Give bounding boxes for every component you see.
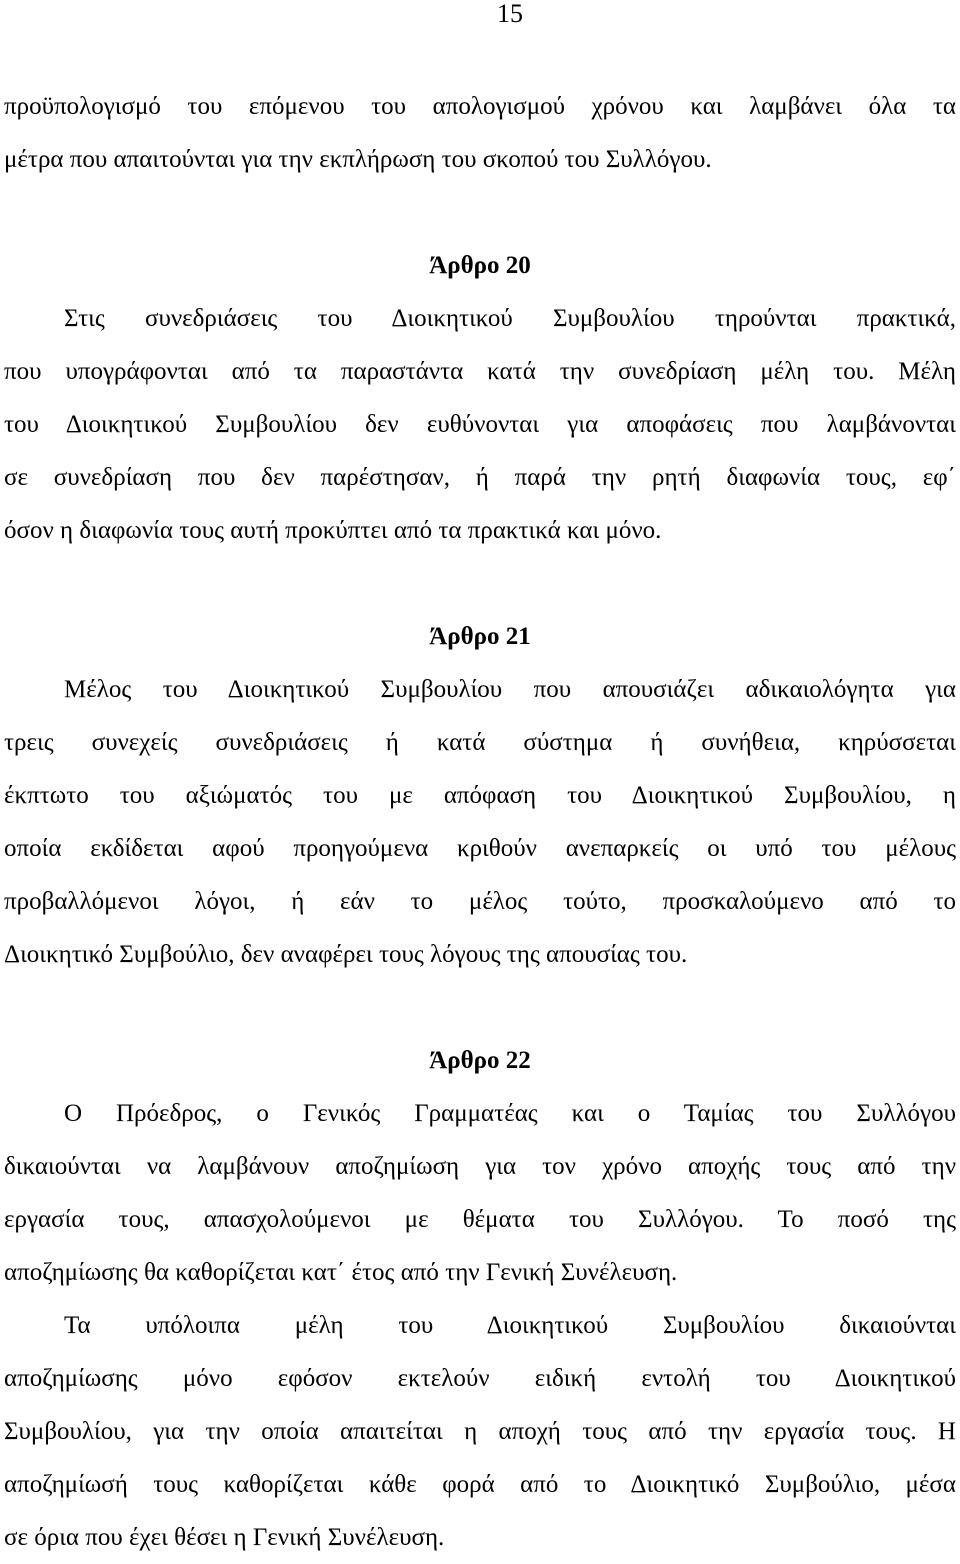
article-22-line: εργασία τους, απασχολούμενοι με θέματα του Συλλόγου. Το ποσό της <box>4 1206 956 1233</box>
article-20-heading: Άρθρο 20 <box>429 252 531 279</box>
article-22-line: Συμβουλίου, για την οποία απαιτείται η αποχή τους από την εργασία τους. Η <box>4 1418 956 1445</box>
article-21-line: έκπτωτο του αξιώματός του με απόφαση του Διοικητικού Συμβουλίου, η <box>4 782 956 809</box>
paragraph-gap <box>4 981 956 1034</box>
article-20-line: που υπογράφονται από τα παραστάντα κατά την συνεδρίαση μέλη του. Μέλη <box>4 358 956 385</box>
article-22-line: αποζημίωσης μόνο εφόσον εκτελούν ειδική εντολή του Διοικητικού <box>4 1365 956 1392</box>
article-22-heading: Άρθρο 22 <box>429 1047 531 1074</box>
article-22-line: αποζημίωσή τους καθορίζεται κάθε φορά από το Διοικητικό Συμβούλιο, μέσα <box>4 1471 956 1498</box>
article-22-line: δικαιούνται να λαμβάνουν αποζημίωση για τον χρόνο αποχής τους από την <box>4 1153 956 1180</box>
article-21-line: τρεις συνεχείς συνεδριάσεις ή κατά σύστημα ή συνήθεια, κηρύσσεται <box>4 729 956 756</box>
article-21-line: Διοικητικό Συμβούλιο, δεν αναφέρει τους λόγους της απουσίας του. <box>4 941 688 968</box>
article-22-line: Τα υπόλοιπα μέλη του Διοικητικού Συμβουλίου δικαιούνται <box>64 1312 956 1339</box>
intro-line: μέτρα που απαιτούνται για την εκπλήρωση του σκοπού του Συλλόγου. <box>4 146 712 173</box>
article-21-line: Μέλος του Διοικητικού Συμβουλίου που απουσιάζει αδικαιολόγητα για <box>64 676 956 703</box>
article-22-line: Ο Πρόεδρος, ο Γενικός Γραμματέας και ο Ταμίας του Συλλόγου <box>64 1100 956 1127</box>
article-21-heading: Άρθρο 21 <box>429 623 531 650</box>
article-20-line: του Διοικητικού Συμβουλίου δεν ευθύνονται για αποφάσεις που λαμβάνονται <box>4 411 956 438</box>
article-21-line: προβαλλόμενοι λόγοι, ή εάν το μέλος τούτο, προσκαλούμενο από το <box>4 888 956 915</box>
paragraph-gap <box>4 557 956 610</box>
paragraph-gap <box>4 186 956 239</box>
page-number: 15 <box>497 0 523 28</box>
article-22-line: αποζημίωσης θα καθορίζεται κατ΄ έτος από την Γενική Συνέλευση. <box>4 1259 678 1286</box>
article-21-line: οποία εκδίδεται αφού προηγούμενα κριθούν ανεπαρκείς οι υπό του μέλους <box>4 835 956 862</box>
document-body <box>4 80 956 1564</box>
article-22-line: σε όρια που έχει θέσει η Γενική Συνέλευση. <box>4 1524 445 1551</box>
article-20-line: Στις συνεδριάσεις του Διοικητικού Συμβουλίου τηρούνται πρακτικά, <box>64 305 956 332</box>
intro-line: προϋπολογισμό του επόμενου του απολογισμού χρόνου και λαμβάνει όλα τα <box>4 93 956 120</box>
article-20-line: σε συνεδρίαση που δεν παρέστησαν, ή παρά την ρητή διαφωνία τους, εφ΄ <box>4 464 956 491</box>
article-20-line: όσον η διαφωνία τους αυτή προκύπτει από τα πρακτικά και μόνο. <box>4 517 662 544</box>
